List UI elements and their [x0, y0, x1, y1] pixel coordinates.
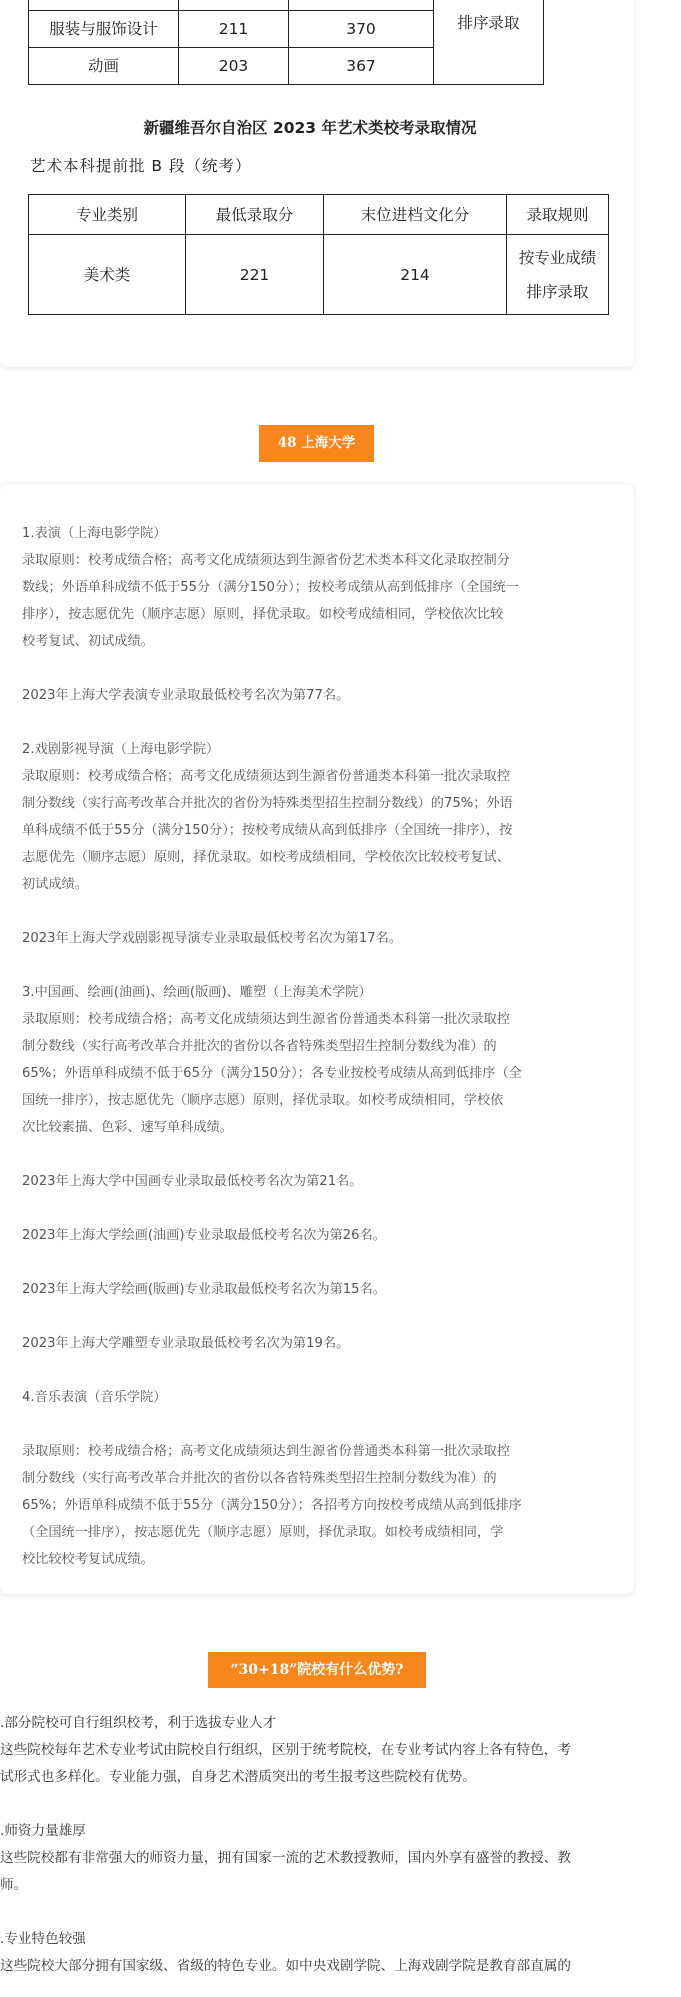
text-line: 65%；外语单科成绩不低于65分（满分150分）；各专业按校考成绩从高到低排序（全: [22, 1066, 522, 1081]
table-cell: [29, 0, 179, 11]
table-cell: [179, 0, 289, 11]
section-subtitle: 艺术本科提前批 B 段（统考）: [30, 157, 252, 175]
section-badge-advantages: “30+18”院校有什么优势?: [208, 1652, 426, 1688]
text-line: 2.戏剧影视导演（上海电影学院）: [22, 742, 220, 757]
table-cell: 203: [179, 48, 289, 85]
table-cell: [289, 0, 434, 11]
text-line: [0, 1899, 660, 1926]
table-header: 末位进档文化分: [324, 195, 507, 235]
text-line: 这些院校每年艺术专业考试由院校自行组织，区别于统考院校，在专业考试内容上各有特色，考: [0, 1742, 571, 1758]
text-line: .师资力量雄厚: [0, 1823, 86, 1839]
table-header: 专业类别: [29, 195, 186, 235]
rule-line: 按专业成绩: [518, 248, 597, 267]
text-line: 2023年上海大学雕塑专业录取最低校考名次为第19名。: [22, 1336, 350, 1351]
text-line: 录取原则：校考成绩合格；高考文化成绩须达到生源省份艺术类本科文化录取控制分: [22, 553, 510, 568]
table-header: 最低录取分: [186, 195, 324, 235]
text-line: [22, 1303, 614, 1330]
text-line: [22, 1357, 614, 1384]
text-line: 国统一排序），按志愿优先（顺序志愿）原则，择优录取。如校考成绩相同，学校依: [22, 1093, 504, 1108]
rule-cell: [434, 0, 544, 85]
text-line: [22, 709, 614, 736]
table-header-row: [29, 195, 609, 235]
rule-cell: [507, 235, 609, 315]
text-line: 录取原则：校考成绩合格；高考文化成绩须达到生源省份普通类本科第一批次录取控: [22, 1012, 510, 1027]
school-badge-shanghai-university: 48 上海大学: [259, 425, 374, 462]
text-line: 制分数线（实行高考改革合并批次的省份为特殊类型招生控制分数线）的75%；外语: [22, 796, 513, 811]
text-line: 1.表演（上海电影学院）: [22, 526, 167, 541]
text-line: 单科成绩不低于55分（满分150分）；按校考成绩从高到低排序（全国统一排序），按: [22, 823, 513, 838]
rule-line: 排序录取: [457, 14, 520, 32]
text-line: [22, 1141, 614, 1168]
shu-admission-text: [22, 520, 614, 1573]
table-cell: 367: [289, 48, 434, 85]
table-cell: 214: [324, 235, 507, 315]
text-line: [22, 952, 614, 979]
text-line: 制分数线（实行高考改革合并批次的省份以各省特殊类型招生控制分数线为准）的: [22, 1471, 497, 1486]
text-line: 数线；外语单科成绩不低于55分（满分150分）；按校考成绩从高到低排序（全国统一: [22, 580, 519, 595]
text-line: [0, 1791, 660, 1818]
text-line: 次比较素描、色彩、速写单科成绩。: [22, 1120, 233, 1135]
table-cell: 370: [289, 11, 434, 48]
text-line: （全国统一排序），按志愿优先（顺序志愿）原则，择优录取。如校考成绩相同，学: [22, 1525, 504, 1540]
text-line: .部分院校可自行组织校考，利于选拔专业人才: [0, 1715, 277, 1731]
text-line: 这些院校都有非常强大的师资力量，拥有国家一流的艺术教授教师，国内外享有盛誉的教授、教: [0, 1850, 571, 1866]
section-title: 新疆维吾尔自治区 2023 年艺术类校考录取情况: [143, 119, 477, 137]
table-row: [29, 235, 609, 315]
text-line: 试形式也多样化。专业能力强，自身艺术潜质突出的考生报考这些院校有优势。: [0, 1769, 476, 1785]
text-line: [22, 898, 614, 925]
table-header: 录取规则: [507, 195, 609, 235]
text-line: 2023年上海大学戏剧影视导演专业录取最低校考名次为第17名。: [22, 931, 403, 946]
text-line: [22, 655, 614, 682]
text-line: 4.音乐表演（音乐学院）: [22, 1390, 167, 1405]
text-line: 2023年上海大学绘画(油画)专业录取最低校考名次为第26名。: [22, 1228, 386, 1243]
text-line: 3.中国画、绘画(油画)、绘画(版画)、雕塑（上海美术学院）: [22, 985, 372, 1000]
text-line: 志愿优先（顺序志愿）原则，择优录取。如校考成绩相同，学校依次比较校考复试、: [22, 850, 510, 865]
text-line: 2023年上海大学表演专业录取最低校考名次为第77名。: [22, 688, 350, 703]
admission-table-top: [28, 0, 544, 85]
text-line: 排序），按志愿优先（顺序志愿）原则，择优录取。如校考成绩相同，学校依次比较: [22, 607, 504, 622]
table-row: [29, 0, 544, 11]
text-line: 2023年上海大学中国画专业录取最低校考名次为第21名。: [22, 1174, 363, 1189]
text-line: 录取原则：校考成绩合格；高考文化成绩须达到生源省份普通类本科第一批次录取控: [22, 1444, 510, 1459]
text-line: [22, 1195, 614, 1222]
text-line: [22, 1411, 614, 1438]
table-cell: 动画: [29, 48, 179, 85]
table-cell: 221: [186, 235, 324, 315]
text-line: 师。: [0, 1877, 28, 1893]
advantages-text: [0, 1710, 660, 1980]
table-cell: 服装与服饰设计: [29, 11, 179, 48]
text-line: 65%；外语单科成绩不低于55分（满分150分）；各招考方向按校考成绩从高到低排序: [22, 1498, 522, 1513]
table-cell: 美术类: [29, 235, 186, 315]
text-line: .专业特色较强: [0, 1931, 86, 1947]
text-line: 2023年上海大学绘画(版画)专业录取最低校考名次为第15名。: [22, 1282, 386, 1297]
text-line: 校比较校考复试成绩。: [22, 1552, 154, 1567]
table-cell: 211: [179, 11, 289, 48]
text-line: [22, 1249, 614, 1276]
rule-line: 排序录取: [526, 282, 589, 301]
text-line: 这些院校大部分拥有国家级、省级的特色专业。如中央戏剧学院、上海戏剧学院是教育部直属的: [0, 1958, 571, 1974]
admission-table-xinjiang: [28, 194, 609, 315]
text-line: 初试成绩。: [22, 877, 88, 892]
text-line: 制分数线（实行高考改革合并批次的省份以各省特殊类型招生控制分数线为准）的: [22, 1039, 497, 1054]
text-line: 校考复试、初试成绩。: [22, 634, 154, 649]
text-line: 录取原则：校考成绩合格；高考文化成绩须达到生源省份普通类本科第一批次录取控: [22, 769, 510, 784]
admission-card-xinjiang: [0, 0, 634, 367]
